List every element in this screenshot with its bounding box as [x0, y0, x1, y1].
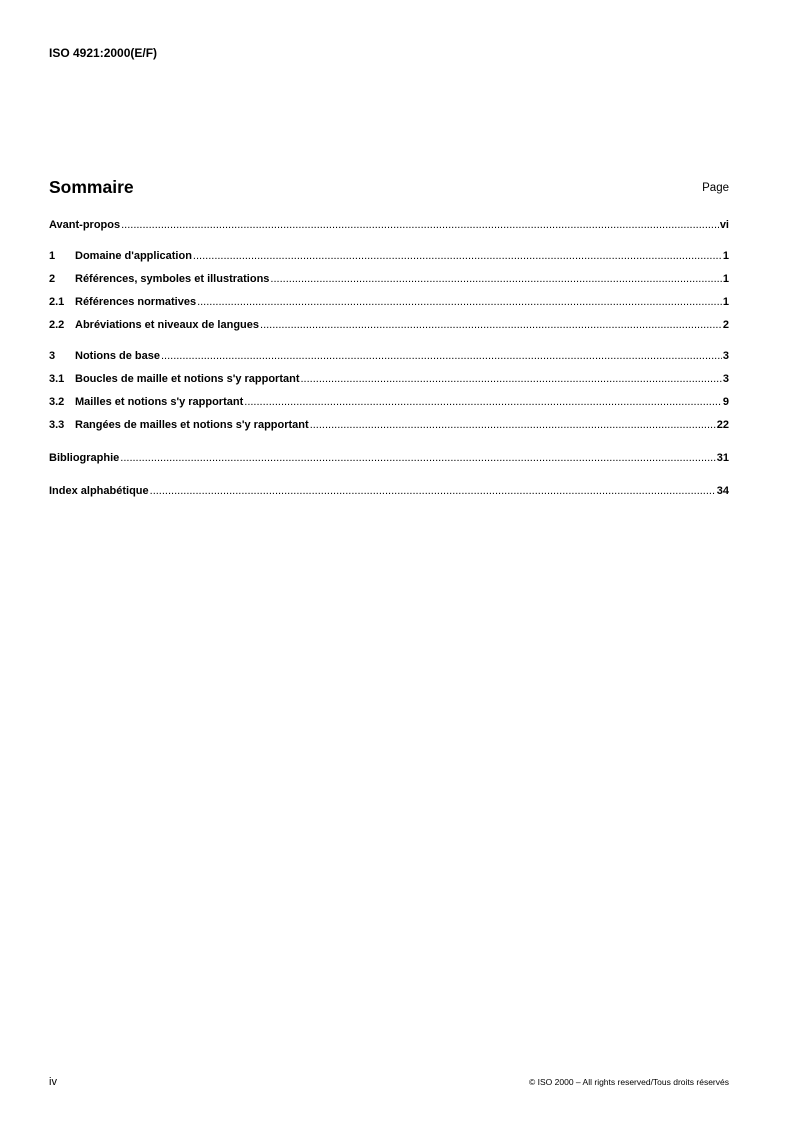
- toc-entry-label: Domaine d'application: [75, 250, 192, 262]
- toc-entry-page: 3: [722, 350, 729, 362]
- toc-title: Sommaire: [49, 177, 134, 197]
- toc-leader-dots: [120, 450, 715, 466]
- toc-entry-number: 3.2: [49, 396, 65, 408]
- toc-entry-page: 1: [722, 250, 729, 262]
- toc-entry-section-1[interactable]: [49, 248, 729, 264]
- toc-entry-number: 3: [49, 350, 56, 362]
- toc-entry-number: 2: [49, 273, 56, 285]
- toc-page-column-label: Page: [702, 182, 729, 194]
- toc-entry-page: 1: [722, 273, 729, 285]
- toc-entry-section-3-1[interactable]: [49, 371, 729, 387]
- toc-entry-number: 2.2: [49, 319, 65, 331]
- toc-entry-label: Index alphabétique: [49, 485, 149, 497]
- document-id: ISO 4921:2000(E/F): [49, 46, 158, 60]
- toc-entry-section-2-2[interactable]: [49, 317, 729, 333]
- toc-entry-index[interactable]: [49, 483, 729, 499]
- toc-entry-label: Références, symboles et illustrations: [75, 273, 270, 285]
- toc-leader-dots: [150, 483, 716, 499]
- toc-entry-label: Références normatives: [75, 296, 197, 308]
- toc-leader-dots: [197, 294, 722, 310]
- copyright-notice: © ISO 2000 – All rights reserved/Tous droits réservés: [529, 1077, 729, 1087]
- toc-entry-page: 31: [716, 452, 729, 464]
- toc-leader-dots: [301, 371, 722, 387]
- toc-entry-section-2-1[interactable]: [49, 294, 729, 310]
- toc-entry-page: 22: [716, 419, 729, 431]
- toc-entry-number: 3.1: [49, 373, 65, 385]
- toc-entry-foreword[interactable]: [49, 217, 729, 233]
- toc-leader-dots: [310, 417, 716, 433]
- toc-entry-page: vi: [719, 219, 729, 231]
- toc-entry-page: 34: [716, 485, 729, 497]
- toc-leader-dots: [193, 248, 722, 264]
- toc-entry-label: Notions de base: [75, 350, 160, 362]
- toc-entry-label: Abréviations et niveaux de langues: [75, 319, 260, 331]
- toc-entry-label: Bibliographie: [49, 452, 120, 464]
- toc-entry-section-3[interactable]: [49, 348, 729, 364]
- toc-entry-label: Avant-propos: [49, 219, 121, 231]
- toc-entry-section-3-2[interactable]: [49, 394, 729, 410]
- toc-leader-dots: [161, 348, 722, 364]
- toc-leader-dots: [260, 317, 722, 333]
- toc-leader-dots: [270, 271, 721, 287]
- toc-entry-number: 3.3: [49, 419, 65, 431]
- toc-leader-dots: [244, 394, 722, 410]
- toc-entry-page: 9: [722, 396, 729, 408]
- toc-entry-page: 1: [722, 296, 729, 308]
- toc-entry-label: Mailles et notions s'y rapportant: [75, 396, 244, 408]
- page-number: iv: [49, 1076, 57, 1088]
- toc-entry-label: Boucles de maille et notions s'y rapportant: [75, 373, 300, 385]
- toc-entry-page: 2: [722, 319, 729, 331]
- toc-entry-number: 1: [49, 250, 56, 262]
- toc-entry-number: 2.1: [49, 296, 65, 308]
- toc-title-row: [49, 176, 729, 200]
- toc-leader-dots: [121, 217, 719, 233]
- toc-entry-label: Rangées de mailles et notions s'y rapportant: [75, 419, 309, 431]
- toc-entry-bibliography[interactable]: [49, 450, 729, 466]
- toc-entry-page: 3: [722, 373, 729, 385]
- toc-entry-section-2[interactable]: [49, 271, 729, 287]
- toc-entry-section-3-3[interactable]: [49, 417, 729, 433]
